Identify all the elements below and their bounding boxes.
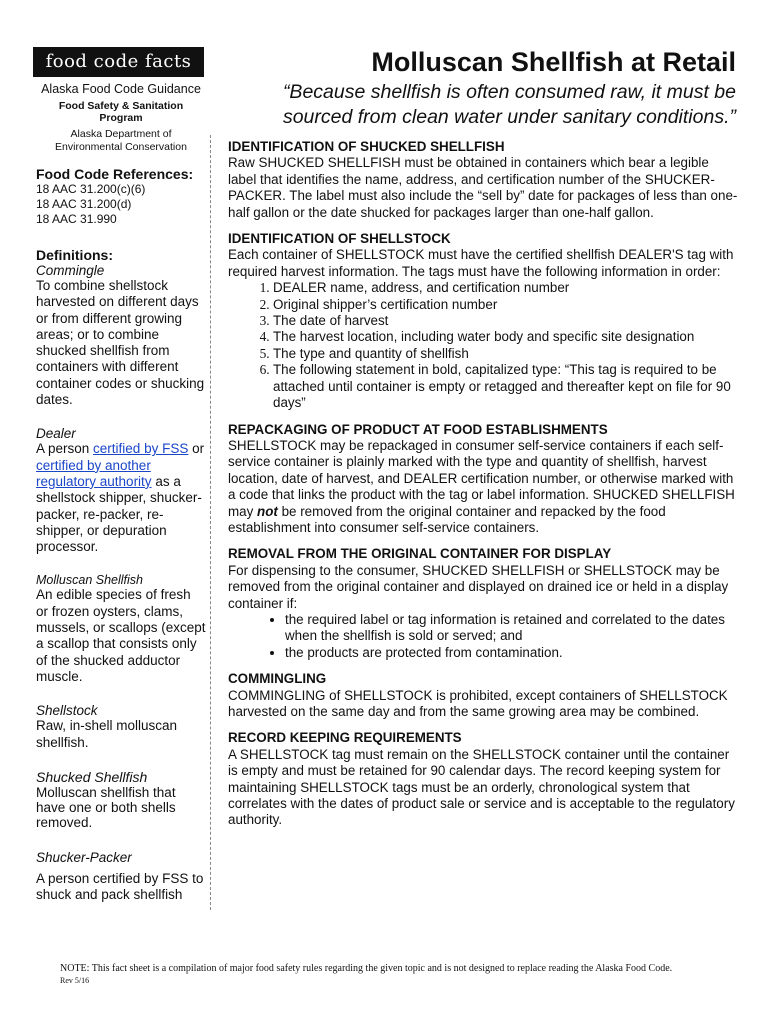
term-dealer: Dealer <box>36 426 76 442</box>
page-quote: “Because shellfish is often consumed raw, it must be sourced from clean water under sanitary conditions.” <box>282 81 736 128</box>
definitions-heading: Definitions: <box>36 247 113 263</box>
def-shellstock: Raw, in-shell molluscan shellfish. <box>36 718 178 750</box>
body-text: SHELLSTOCK may be repackaged in consumer self-service containers if each self-service container is plainly marked with the type and quantity of shellfish, harvest location, date of harvest, and DEALER certification number, or otherwise marked with a code that links the product with the tag or label information. SHUCKED SHELLFISH may <box>228 437 735 519</box>
term-commingle: Commingle <box>36 263 105 278</box>
def-shucked-shellfish: Molluscan shellfish that have one or both shells removed. <box>36 784 176 830</box>
term-shucked-shellfish: Shucked Shellfish <box>36 768 148 785</box>
def-commingle: To combine shellstock harvested on different days or from different growing areas; or to combine shucked shellfish from containers with different container codes or shucking dates. <box>36 278 205 408</box>
list-item: • the products are protected from contamination. <box>285 645 738 661</box>
reference-item: 18 AAC 31.200(d) <box>36 197 132 211</box>
body-text: be removed from the original container and repacked by the food establishment into consumer self-service containers. <box>228 503 666 535</box>
def-dealer <box>36 441 206 555</box>
certified-by-another-authority-link[interactable]: certified by another regulatory authority <box>36 457 152 489</box>
footer <box>60 963 760 985</box>
section-body: COMMINGLING of SHELLSTOCK is prohibited, except containers of SHELLSTOCK harvested on the same day and from the same growing area may be combined. <box>228 687 728 719</box>
guidance-label: Alaska Food Code Guidance <box>41 82 201 96</box>
emphasis-not: not <box>257 503 278 519</box>
section-heading: COMMINGLING <box>228 671 327 687</box>
dealer-or: or <box>188 441 205 457</box>
section-heading: REMOVAL FROM THE ORIGINAL CONTAINER FOR DISPLAY <box>228 546 612 562</box>
food-code-facts-banner: food code facts <box>33 47 204 77</box>
page-title: Molluscan Shellfish at Retail <box>371 47 736 77</box>
section-body: Each container of SHELLSTOCK must have the certified shellfish DEALER'S tag with required harvest information. The tags must have the following information in order: <box>228 247 734 279</box>
list-item: 2. Original shipper’s certification number <box>273 297 738 313</box>
dealer-prefix: A person <box>36 441 94 457</box>
reference-item: 18 AAC 31.990 <box>36 212 117 226</box>
section-heading: RECORD KEEPING REQUIREMENTS <box>228 730 462 746</box>
sidebar <box>36 82 206 903</box>
term-shellstock: Shellstock <box>36 703 98 719</box>
term-shucker-packer: Shucker-Packer <box>36 849 132 865</box>
def-molluscan: An edible species of fresh or frozen oysters, clams, mussels, or scallops (except a scallop that consists only of the shucked adductor muscle. <box>36 587 206 684</box>
def-shucker-packer: A person certified by FSS to shuck and pack shellfish <box>36 870 204 903</box>
main-content <box>228 139 738 839</box>
section-body: Raw SHUCKED SHELLFISH must be obtained in containers which bear a legible label that identifies the name, address, and certification number of the SHUCKER-PACKER. The label must also include the “sell by” date for packages of less than one-half gallon or the date shucked for packages larger than one-half gallon. <box>228 155 738 220</box>
revision-label: Rev 5/16 <box>60 976 90 985</box>
term-molluscan: Molluscan Shellfish <box>36 573 143 588</box>
tag-requirements-list <box>228 280 738 411</box>
list-item: 3. The date of harvest <box>273 313 738 329</box>
department-label: Alaska Department of Environmental Conservation <box>55 128 187 153</box>
section-body: A SHELLSTOCK tag must remain on the SHELLSTOCK container until the container is empty and must be retained for 90 calendar days. The record keeping system for maintaining SHELLSTOCK tags must be an orderly, chronological system that correlates with the dates of product sale or service and is acceptable to the regulatory authority. <box>228 746 735 828</box>
section-heading: IDENTIFICATION OF SHELLSTOCK <box>228 231 451 247</box>
list-item: 1. DEALER name, address, and certification number <box>273 280 738 296</box>
section-body: For dispensing to the consumer, SHUCKED SHELLFISH or SHELLSTOCK may be removed from the original container and displayed on drained ice or held in a display container if: <box>228 562 729 611</box>
dealer-suffix: as a shellstock shipper, shucker-packer, re-packer, re- shipper, or depuration processor. <box>36 473 202 555</box>
references-heading: Food Code References: <box>36 166 194 182</box>
section-heading: REPACKAGING OF PRODUCT AT FOOD ESTABLISHMENTS <box>228 421 608 437</box>
certified-by-fss-link[interactable]: certified by FSS <box>93 441 189 457</box>
list-item: 4. The harvest location, including water body and specific site designation <box>273 329 738 345</box>
list-item: • the required label or tag information is retained and correlated to the dates when the shellfish is sold or served; and <box>285 612 738 645</box>
list-item: 5. The type and quantity of shellfish <box>273 346 738 362</box>
section-body <box>228 438 738 536</box>
footer-note: NOTE: This fact sheet is a compilation of major food safety rules regarding the given topic and is not designed to replace reading the Alaska Food Code. <box>60 963 673 974</box>
column-divider <box>210 135 211 910</box>
list-item: 6. The following statement in bold, capitalized type: “This tag is required to be attached until container is empty or retagged and thereafter kept on file for 90 days” <box>273 362 738 411</box>
display-conditions-list <box>228 612 738 661</box>
program-label: Food Safety & Sanitation Program <box>58 100 184 124</box>
section-heading: IDENTIFICATION OF SHUCKED SHELLFISH <box>228 139 505 154</box>
reference-item: 18 AAC 31.200(c)(6) <box>36 182 146 196</box>
